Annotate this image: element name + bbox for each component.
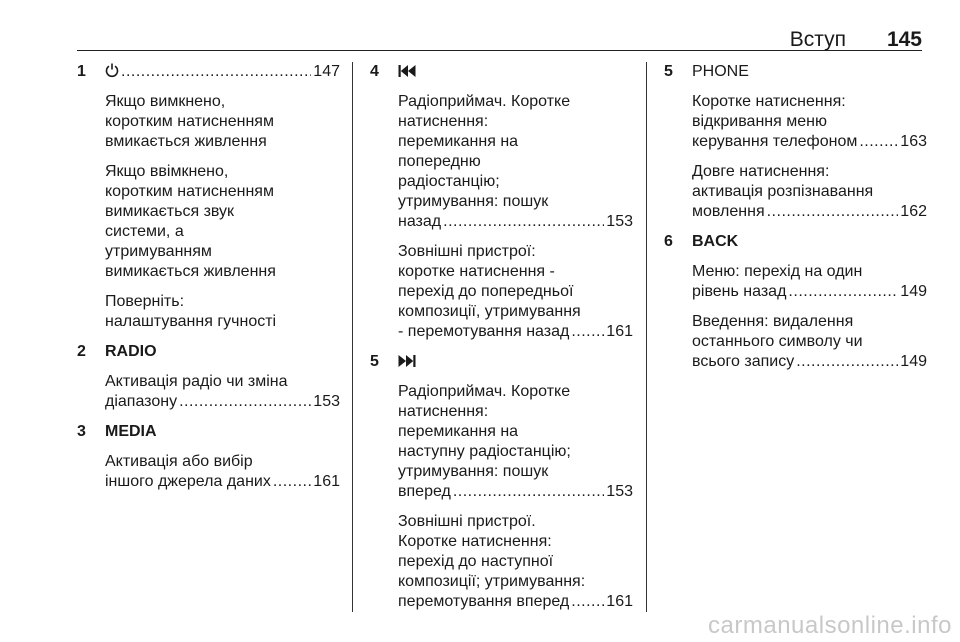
text-line: натиснення: [398, 113, 489, 130]
text-line: утримуванням [105, 243, 212, 260]
text-line: Активація радіо чи зміна [105, 373, 288, 390]
toc-lead: мовлення [692, 203, 765, 220]
toc-line [398, 482, 633, 502]
text-line: композиції; утримування: [398, 573, 586, 590]
toc-lead: іншого джерела даних [105, 473, 271, 490]
page-ref: 153 [606, 213, 633, 230]
text-line: перемикання на [398, 423, 519, 440]
text-line: вимикається живлення [105, 263, 276, 280]
text-line: коротким натисненням [105, 113, 274, 130]
column-3 [664, 62, 927, 382]
toc-line [398, 322, 633, 342]
previous-track-icon [398, 62, 633, 82]
watermark: carmanualsonline.info [708, 612, 952, 639]
toc-lead: всього запису [692, 353, 795, 370]
leader-dots [121, 62, 311, 82]
toc-line [398, 592, 633, 612]
page-ref: 161 [313, 473, 340, 490]
text-line: радіостанцію; [398, 173, 500, 190]
text-line: Активація або вибір [105, 453, 253, 470]
toc-line [692, 132, 927, 152]
paragraph [105, 92, 340, 152]
text-line: Радіоприймач. Коротке [398, 93, 571, 110]
toc-lead: перемотування вперед [398, 593, 570, 610]
leader-dots [273, 472, 311, 492]
text-line: Якщо ввімкнено, [105, 163, 229, 180]
text-line: перехід до попередньої [398, 283, 574, 300]
text-line: Радіоприймач. Коротке [398, 383, 571, 400]
leader-dots [571, 592, 604, 612]
toc-line [105, 392, 340, 412]
item-number: 4 [370, 63, 379, 80]
text-line: Зовнішні пристрої: [398, 243, 536, 260]
page-ref: 149 [900, 283, 927, 300]
text-line: попередню [398, 153, 481, 170]
item-6 [664, 232, 927, 372]
text-line: перемикання на [398, 133, 519, 150]
item-3 [77, 422, 340, 492]
text-line: натиснення: [398, 403, 489, 420]
text-line: вмикається живлення [105, 133, 267, 150]
text-line: Коротке натиснення: [692, 93, 846, 110]
toc-line [692, 352, 927, 372]
leader-dots [571, 322, 604, 342]
item-number: 3 [77, 423, 86, 440]
text-line: наступну радіостанцію; [398, 443, 571, 460]
next-track-icon [398, 352, 633, 372]
text-line: відкривання меню [692, 113, 827, 130]
paragraph [105, 162, 340, 282]
page-number: 145 [886, 28, 922, 51]
item-2 [77, 342, 340, 412]
column-divider-2 [646, 62, 647, 612]
leader-dots [443, 212, 604, 232]
text-line: коротке натиснення - [398, 263, 555, 280]
paragraph [398, 92, 633, 232]
paragraph [398, 512, 633, 612]
item-1 [77, 62, 340, 332]
item-4 [370, 62, 633, 342]
text-line: Зовнішні пристрої. [398, 513, 536, 530]
column-2 [370, 62, 633, 622]
text-line: активація розпізнавання [692, 183, 874, 200]
item-number: 5 [370, 353, 379, 370]
paragraph [692, 92, 927, 152]
page-ref: 153 [606, 483, 633, 500]
column-1 [77, 62, 340, 502]
item-label: BACK [692, 233, 739, 250]
leader-dots [859, 132, 898, 152]
page-ref: 162 [900, 203, 927, 220]
text-line: композиції, утримування [398, 303, 581, 320]
toc-lead: діапазону [105, 393, 178, 410]
text-line: утримування: пошук [398, 193, 549, 210]
toc-lead: - перемотування назад [398, 323, 570, 340]
paragraph [398, 382, 633, 502]
item-label: PHONE [692, 63, 749, 80]
power-icon [105, 62, 119, 82]
text-line: перехід до наступної [398, 553, 554, 570]
text-line: коротким натисненням [105, 183, 274, 200]
page-ref: 153 [313, 393, 340, 410]
toc-lead: рівень назад [692, 283, 787, 300]
toc-line [105, 62, 340, 82]
text-line: Якщо вимкнено, [105, 93, 226, 110]
toc-lead: назад [398, 213, 442, 230]
text-line: Коротке натиснення: [398, 533, 552, 550]
text-line: Поверніть: [105, 293, 185, 310]
item-5 [370, 352, 633, 612]
text-line: Меню: перехід на один [692, 263, 863, 280]
leader-dots [453, 482, 604, 502]
toc-line [105, 472, 340, 492]
paragraph [105, 292, 340, 332]
page-ref: 163 [900, 133, 927, 150]
toc-lead: керування телефоном [692, 133, 858, 150]
item-number: 6 [664, 233, 673, 250]
paragraph [692, 262, 927, 302]
leader-dots [796, 352, 898, 372]
text-line: налаштування гучності [105, 313, 277, 330]
text-line: утримування: пошук [398, 463, 549, 480]
text-line: Довге натиснення: [692, 163, 830, 180]
item-label: MEDIA [105, 423, 157, 440]
page-ref: 161 [606, 593, 633, 610]
item-5-phone [664, 62, 927, 222]
text-line: останнього символу чи [692, 333, 863, 350]
page-ref: 147 [313, 63, 340, 80]
page-ref: 149 [900, 353, 927, 370]
item-label: RADIO [105, 343, 157, 360]
paragraph [692, 312, 927, 372]
text-line: Введення: видалення [692, 313, 854, 330]
paragraph [692, 162, 927, 222]
page-ref: 161 [606, 323, 633, 340]
toc-line [692, 282, 927, 302]
item-number: 5 [664, 63, 673, 80]
leader-dots [179, 392, 311, 412]
page-header [77, 20, 922, 51]
toc-lead: вперед [398, 483, 451, 500]
column-divider-1 [352, 62, 353, 612]
text-line: системи, а [105, 223, 184, 240]
item-number: 2 [77, 343, 86, 360]
item-number: 1 [77, 63, 86, 80]
section-title: Вступ [789, 28, 846, 51]
text-line: вимикається звук [105, 203, 235, 220]
leader-dots [767, 202, 899, 222]
leader-dots [788, 282, 898, 302]
toc-line [692, 202, 927, 222]
paragraph [398, 242, 633, 342]
toc-line [398, 212, 633, 232]
